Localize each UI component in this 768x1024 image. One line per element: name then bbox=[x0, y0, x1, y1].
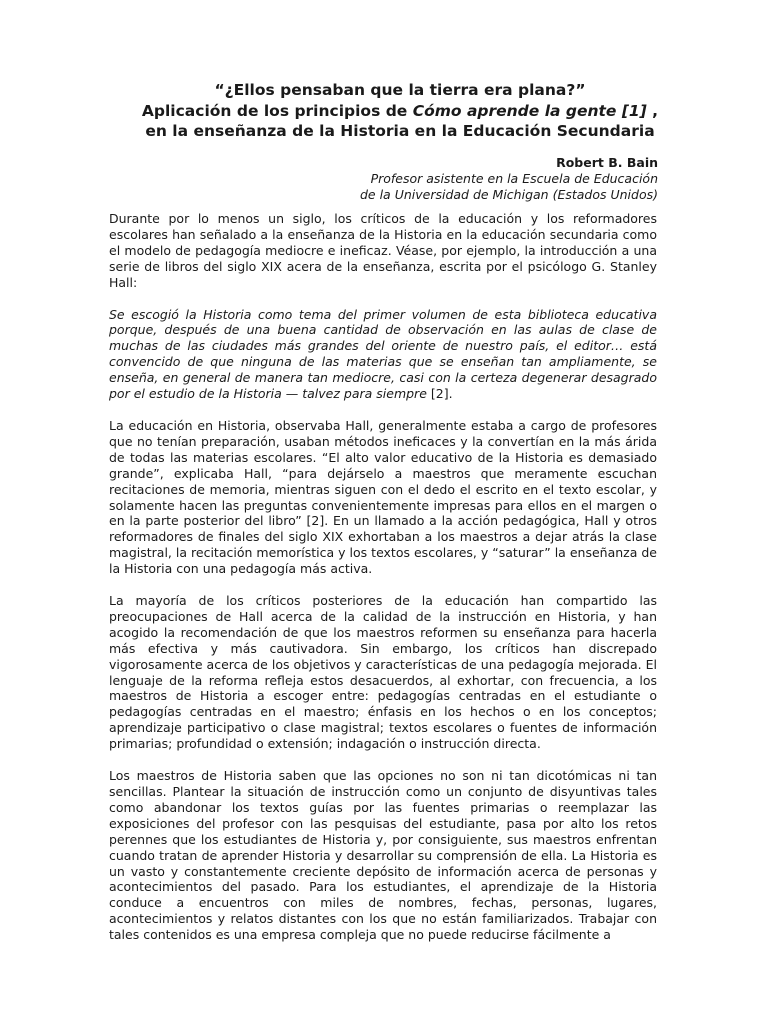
paragraph-4: Los maestros de Historia saben que las opciones no son ni tan dicotómicas ni tan sencillas. Plantear la situación de instrucción como un conjunto de disyuntivas tales como abandonar los textos guías por las fuentes primarias o reemplazar las exposiciones del profesor con las pesquisas del estudiante, pasa por alto los retos perennes que los estudiantes de Historia y, por consiguiente, sus maestros enfrentan cuando tratan de aprender Historia y desarrollar su comprensión de ella. La Historia es un vasto y constantemente creciente depósito de información acerca de personas y acontecimientos del pasado. Para los estudiantes, el aprendizaje de la Historia conduce a encuentros con miles de nombres, fechas, personas, lugares, acontecimientos y relatos distantes con los que no están familiarizados. Trabajar con tales contenidos es una empresa compleja que no puede reducirse fácilmente a bbox=[109, 768, 657, 943]
title-line-1: “¿Ellos pensaban que la tierra era plana?” bbox=[214, 81, 586, 99]
author-name: Robert B. Bain bbox=[556, 155, 658, 170]
author-affiliation-2: de la Universidad de Michigan (Estados Unidos) bbox=[359, 187, 658, 202]
title-line-2-suffix: , bbox=[646, 102, 659, 120]
block-quote bbox=[109, 307, 657, 402]
quote-text: Se escogió la Historia como tema del primer volumen de esta biblioteca educativa porque, después de una buena cantidad de observación en las aulas de clase de muchas de las ciudades más grandes del oriente de nuestro país, el editor… está convencido de que ninguna de las materias que se enseñan tan ampliamente, se enseña, en general de manera tan mediocre, casi con la certeza degenerar desagrado por el estudio de la Historia — talvez para siempre bbox=[109, 306, 657, 402]
quote-reference: [2]. bbox=[426, 386, 453, 402]
title-line-2-prefix: Aplicación de los principios de bbox=[141, 102, 413, 120]
body-text bbox=[109, 211, 657, 959]
author-affiliation-1: Profesor asistente en la Escuela de Educación bbox=[370, 171, 658, 186]
paragraph-1: Durante por lo menos un siglo, los críticos de la educación y los reformadores escolares han señalado a la enseñanza de la Historia en la educación secundaria como el modelo de pedagogía mediocre e ineficaz. Véase, por ejemplo, la introducción a una serie de libros del siglo XIX acera de la enseñanza, escrita por el psicólogo G. Stanley Hall: bbox=[109, 211, 657, 290]
paragraph-3: La mayoría de los críticos posteriores de la educación han compartido las preocupaciones de Hall acerca de la calidad de la instrucción en Historia, y han acogido la recomendación de que los maestros reformen su enseñanza para hacerla más efectiva y más cautivadora. Sin embargo, los críticos han discrepado vigorosamente acerca de los objetivos y características de una pedagogía mejorada. El lenguaje de la reforma refleja estos desacuerdos, al exhortar, con frecuencia, a los maestros de Historia a escoger entre: pedagogías centradas en el estudiante o pedagogías centradas en el maestro; énfasis en los hechos o en los conceptos; aprendizaje participativo o clase magistral; textos escolares o fuentes de información primarias; profundidad o extensión; indagación o instrucción directa. bbox=[109, 593, 657, 752]
title-line-2-book: Cómo aprende la gente [1] bbox=[412, 102, 647, 120]
paragraph-2: La educación en Historia, observaba Hall, generalmente estaba a cargo de profesores que no tenían preparación, usaban métodos ineficaces y la convertían en la más árida de todas las materias escolares. “El alto valor educativo de la Historia es demasiado grande”, explicaba Hall, “para dejárselo a maestros que meramente escuchan recitaciones de memoria, mientras siguen con el dedo el escrito en el texto escolar, y solamente hacen las preguntas convenientemente impresas para ellos en el margen o en la parte posterior del libro” [2]. En un llamado a la acción pedagógica, Hall y otros reformadores de finales del siglo XIX exhortaban a los maestros a dejar atrás la clase magistral, la recitación memorística y los textos escolares, y “saturar” la enseñanza de la Historia con una pedagogía más activa. bbox=[109, 417, 657, 577]
title-line-3: en la enseñanza de la Historia en la Educación Secundaria bbox=[145, 122, 655, 140]
author-block bbox=[360, 155, 658, 203]
title-line-2 bbox=[100, 101, 700, 121]
